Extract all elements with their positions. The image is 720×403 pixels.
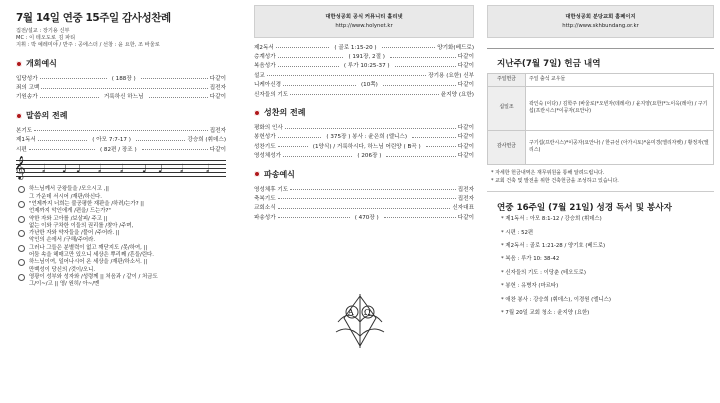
parish-url[interactable]: http://www.skhbundang.or.kr: [562, 23, 639, 29]
response-circle-icon: [18, 245, 25, 252]
order-row: 영성체성가 ( 206장 ) 다같이: [254, 153, 475, 160]
parish-homepage-banner: 대한성공회 분당교회 홈페이지 http://www.skhbundang.or.kr: [487, 5, 714, 38]
order-row: 제2독서 ( 골로 1:15-20 ) 양기화(베드로): [254, 44, 475, 51]
order-row: 시편 ( 82편 / 장조 ) 다같이: [16, 146, 227, 153]
response-circle-icon: [18, 216, 25, 223]
offering-table: [487, 73, 714, 165]
table-row: 감사헌금 구기섭(프란시스)*이공자(요안나) / 한규선 (아가시토)*윤미경(엘리자벳) / 황정자(엘리스): [488, 130, 714, 164]
order-row: 본기도 집전자: [16, 127, 226, 134]
psalm-text: [16, 186, 226, 288]
middle-column: [244, 0, 480, 403]
offering-title: 지난주(7월 7일) 헌금 내역: [497, 59, 601, 69]
order-row: 파송성가 ( 470장 ) 다같이: [254, 214, 475, 221]
psalm-line: 그 가운데 서시어 /재판/하신다.: [29, 193, 102, 200]
credit-line: MC : 이 테오도로_김 파티: [16, 35, 76, 41]
order-row: 평화의 인사 다같이: [254, 125, 474, 132]
service-title: 7월 14일 연중 15주일 감사성찬례: [16, 12, 171, 24]
order-row: 층계성가 ( 191장, 2절 ) 다같이: [254, 54, 474, 61]
order-row: 성찬기도 (1양식) / 거룩하시다, 하느님 어린양 ( B곡 ) 다같이: [254, 143, 475, 150]
next-sunday-title: 연중 16주일 (7월 21일) 성경 독서 및 봉사자: [497, 203, 672, 214]
holynet-banner: 대한성공회 공식 커뮤니티 홀리넷 http://www.holynet.kr: [254, 5, 474, 38]
list-item: * 신자들의 기도 : 이당춘 (테오도로): [501, 269, 586, 276]
psalm-line: 하느님께서 군왕들을 /모으시고 ,||: [16, 186, 226, 193]
credit-line: 지휘 : 박 예레미야 / 반주 : 공에스더 / 선창 : 윤 요한, 조 바울로: [16, 42, 160, 48]
psalm-line: 없는 이와 구차한 이들의 권리를 /찾아 /주며,: [29, 222, 134, 229]
psalm-line: 악인의 손에서 /구해/주어라.: [29, 237, 96, 244]
order-row: 신자들의 기도 윤지양 (요한): [254, 91, 474, 98]
list-item: * 제2독서 : 골로 1:21-28 / 양기호 (베드로): [501, 242, 606, 249]
order-row: 니케아신경 (10쪽) 다같이: [254, 82, 475, 89]
alpha-omega-emblem-icon: [332, 292, 388, 350]
list-item: * 7월 20일 교회 청소 : 윤지양 (요한): [501, 309, 590, 316]
response-circle-icon: [18, 274, 25, 281]
list-item: * 애찬 봉사 : 강승희 (휘데스), 이경원 (엘니스): [501, 296, 611, 303]
order-row: 복음성가 ( 루가 10:25-37 ) 다같이: [254, 63, 475, 70]
order-row: 죄의 고백 집전자: [16, 85, 226, 92]
list-item: * 복음 : 루가 10: 38-42: [501, 256, 560, 263]
svg-text:Ω: Ω: [364, 308, 371, 317]
psalm-line: 만백성이 당신의 /것이/오니.: [29, 266, 96, 273]
psalm-line: 언제까지 악인에게 /편을/ 드는가?": [29, 208, 111, 215]
response-circle-icon: [18, 186, 25, 193]
list-item: * 봉헌 : 유병자 (마르타): [501, 283, 559, 290]
section-bullet-icon: [254, 171, 260, 177]
table-row: 십일조 곽인숙 (이다) / 김학주 (바울로)*오빈자(데레사) / 윤지양(요한)*노이옥(레아) / 구기섭(프란시스)*이공자(요안나): [488, 86, 714, 130]
psalm-line: 그러나 그들은 분별력이 없고 깨닫지도 /못/하여, ||: [16, 245, 226, 252]
section-heading: 성찬의 전례: [254, 107, 474, 118]
order-row: 입당성가 ( 188장 ) 다같이: [16, 75, 227, 82]
order-row: 기원송가 거룩하신 하느님 다같이: [16, 94, 227, 101]
section-heading: 개회예식: [16, 58, 226, 69]
order-row: 봉헌성가 ( 375장 ) 봉사 : 윤은희 (엘니스) 다같이: [254, 134, 474, 141]
right-column: [483, 0, 720, 403]
credits: [16, 28, 226, 49]
psalm-line: 어둠 속을 헤매고만 있으니 세상은 뿌리째 /흔들/린다.: [29, 252, 154, 259]
order-row: 교회소식 신자대표: [254, 205, 474, 212]
order-row: 축복기도 집전자: [254, 195, 474, 202]
psalm-line: 그/이~/고 || 영/ 원히/ 아~/멘: [29, 281, 100, 288]
section-bullet-icon: [16, 113, 22, 119]
section-bullet-icon: [16, 61, 22, 67]
offering-notes: * 자세한 헌금내역은 재무위원을 통해 알려드립니다. * 교회 건축 및 발전을 위한 건축헌금을 조성하고 있습니다.: [487, 165, 714, 193]
section-bullet-icon: [254, 110, 260, 116]
section-heading: 말씀의 전례: [16, 110, 226, 121]
list-item: * 제1독서 : 아모 8:1-12 / 강승희 (휘데스): [501, 216, 602, 223]
psalm-line: 가난한 자와 약자들을 /풀어 /주어라. ||: [16, 230, 226, 237]
offering-box: [487, 48, 714, 192]
svg-text:A: A: [348, 308, 354, 317]
psalm-tone-staff: 𝄞 𝅗𝅥 ♩ ♩ 𝅗𝅥 𝅗𝅥 ♩ ♩ 𝅗𝅥 𝅗𝅥: [16, 157, 226, 181]
order-row: 제1독서 ( 아모 7:7-17 ) 강승희 (휘데스): [16, 137, 227, 144]
response-circle-icon: [18, 201, 25, 208]
psalm-line: 약한 자와 고아를 /보살피/ 주고 ||: [16, 216, 226, 223]
psalm-line: 하느님이여, 일어나시어 온 세상을 /재판/하소서. ||: [16, 259, 226, 266]
psalm-line: 영광이 성부와 성자와 /성령께 || 처음과 / 같이 / 처금도: [16, 274, 226, 281]
psalm-line: "언제까지 너희는 불공평한 재판을 /하려/는가? ||: [16, 201, 226, 208]
left-column: [0, 0, 236, 403]
table-row: 주일헌금 주일 출석 교우들: [488, 74, 714, 87]
next-sunday-list: [487, 213, 714, 320]
credit-line: 집전/설교 : 장기용 신부: [16, 28, 70, 34]
order-row: 영성체후 기도 집전자: [254, 186, 474, 193]
treble-clef-icon: 𝄞: [14, 155, 26, 180]
section-heading: 파송예식: [254, 169, 474, 180]
order-row: 설교 장기용 (요한) 신부: [254, 72, 474, 79]
holynet-url[interactable]: http://www.holynet.kr: [335, 23, 393, 29]
list-item: * 시편 : 52편: [501, 229, 534, 236]
response-circle-icon: [18, 230, 25, 237]
response-circle-icon: [18, 259, 25, 266]
